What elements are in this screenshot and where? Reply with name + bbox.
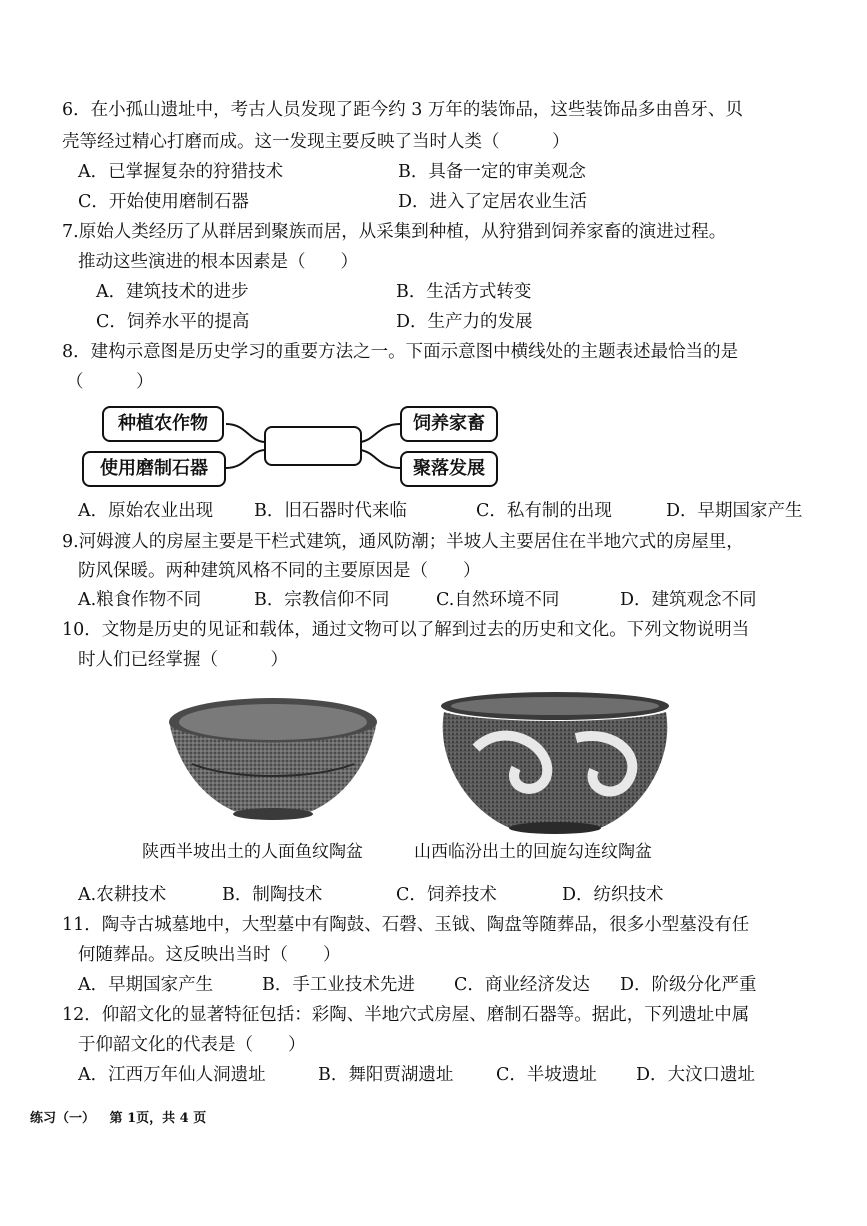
- q8-option-a[interactable]: A．原始农业出现: [78, 501, 214, 521]
- banpo-fish-face-basin-image: [162, 692, 384, 824]
- q10-option-a[interactable]: A.农耕技术: [78, 885, 167, 905]
- caption-banpo-basin: 陕西半坡出土的人面鱼纹陶盆: [142, 842, 363, 862]
- q9-stem-line2: 防风保暖。两种建筑风格不同的主要原因是（ ）: [78, 561, 481, 581]
- q12-option-a[interactable]: A．江西万年仙人洞遗址: [78, 1065, 266, 1085]
- concept-map-connectors: [0, 0, 867, 520]
- q12-stem-line1: 12．仰韶文化的显著特征包括：彩陶、半地穴式房屋、磨制石器等。据此，下列遗址中属: [62, 1005, 750, 1025]
- q9-option-c[interactable]: C.自然环境不同: [436, 590, 560, 610]
- q9-option-d[interactable]: D．建筑观念不同: [620, 590, 757, 610]
- concept-box-blank-theme: [264, 426, 362, 466]
- q6-stem-line2: 壳等经过精心打磨而成。这一发现主要反映了当时人类（ ）: [62, 132, 570, 152]
- q6-option-a[interactable]: A．已掌握复杂的狩猎技术: [78, 162, 284, 182]
- footer-page-number: 第 1页，共 4 页: [109, 1111, 207, 1126]
- q7-option-d[interactable]: D．生产力的发展: [396, 312, 533, 332]
- concept-box-settlement: 聚落发展: [400, 451, 498, 487]
- q12-option-d[interactable]: D．大汶口遗址: [636, 1065, 756, 1085]
- q9-option-b[interactable]: B．宗教信仰不同: [254, 590, 390, 610]
- q11-stem-line2: 何随葬品。这反映出当时（ ）: [78, 945, 341, 965]
- concept-box-plant-crops: 种植农作物: [102, 406, 224, 442]
- linfen-swirl-pattern-basin-image: [436, 688, 674, 838]
- q6-option-d[interactable]: D．进入了定居农业生活: [398, 192, 588, 212]
- q11-option-d[interactable]: D．阶级分化严重: [620, 975, 757, 995]
- q10-option-d[interactable]: D．纺织技术: [562, 885, 664, 905]
- q6-stem-line1: 6．在小孤山遗址中，考古人员发现了距今约 3 万年的装饰品，这些装饰品多由兽牙、贝: [62, 100, 743, 120]
- q10-stem-line1: 10．文物是历史的见证和载体，通过文物可以了解到过去的历史和文化。下列文物说明当: [62, 620, 750, 640]
- q11-stem-line1: 11．陶寺古城墓地中，大型墓中有陶鼓、石磬、玉钺、陶盘等随葬品，很多小型墓没有任: [62, 915, 750, 935]
- q12-option-c[interactable]: C．半坡遗址: [496, 1065, 597, 1085]
- q7-option-b[interactable]: B．生活方式转变: [396, 282, 532, 302]
- q6-option-b[interactable]: B．具备一定的审美观念: [398, 162, 586, 182]
- q7-stem-line1: 7.原始人类经历了从群居到聚族而居，从采集到种植，从狩猎到饲养家畜的演进过程。: [62, 222, 727, 242]
- q9-stem-line1: 9.河姆渡人的房屋主要是干栏式建筑，通风防潮；半坡人主要居住在半地穴式的房屋里，: [62, 532, 744, 552]
- q9-option-a[interactable]: A.粮食作物不同: [78, 590, 202, 610]
- caption-linfen-basin: 山西临汾出土的回旋勾连纹陶盆: [414, 842, 652, 862]
- q12-option-b[interactable]: B．舞阳贾湖遗址: [318, 1065, 454, 1085]
- q7-option-c[interactable]: C．饲养水平的提高: [96, 312, 250, 332]
- q8-option-d[interactable]: D．早期国家产生: [666, 501, 803, 521]
- q10-stem-line2: 时人们已经掌握（ ）: [78, 650, 288, 670]
- q8-stem-line2: （ ）: [66, 372, 154, 392]
- q12-stem-line2: 于仰韶文化的代表是（ ）: [78, 1035, 306, 1055]
- q7-option-a[interactable]: A．建筑技术的进步: [96, 282, 249, 302]
- q7-stem-line2: 推动这些演进的根本因素是（ ）: [78, 252, 358, 272]
- concept-box-raise-livestock: 饲养家畜: [400, 406, 498, 442]
- q8-option-c[interactable]: C．私有制的出现: [476, 501, 612, 521]
- q8-option-b[interactable]: B．旧石器时代来临: [254, 501, 407, 521]
- concept-box-polished-stone-tools: 使用磨制石器: [82, 451, 226, 487]
- q10-option-c[interactable]: C．饲养技术: [396, 885, 497, 905]
- footer-title: 练习（一）: [30, 1111, 96, 1126]
- q11-option-a[interactable]: A．早期国家产生: [78, 975, 214, 995]
- page-footer: [30, 1107, 216, 1126]
- q6-option-c[interactable]: C．开始使用磨制石器: [78, 192, 249, 212]
- q8-stem-line1: 8．建构示意图是历史学习的重要方法之一。下面示意图中横线处的主题表述最恰当的是: [62, 342, 739, 362]
- q11-option-b[interactable]: B．手工业技术先进: [262, 975, 415, 995]
- q11-option-c[interactable]: C．商业经济发达: [454, 975, 590, 995]
- q10-option-b[interactable]: B．制陶技术: [222, 885, 323, 905]
